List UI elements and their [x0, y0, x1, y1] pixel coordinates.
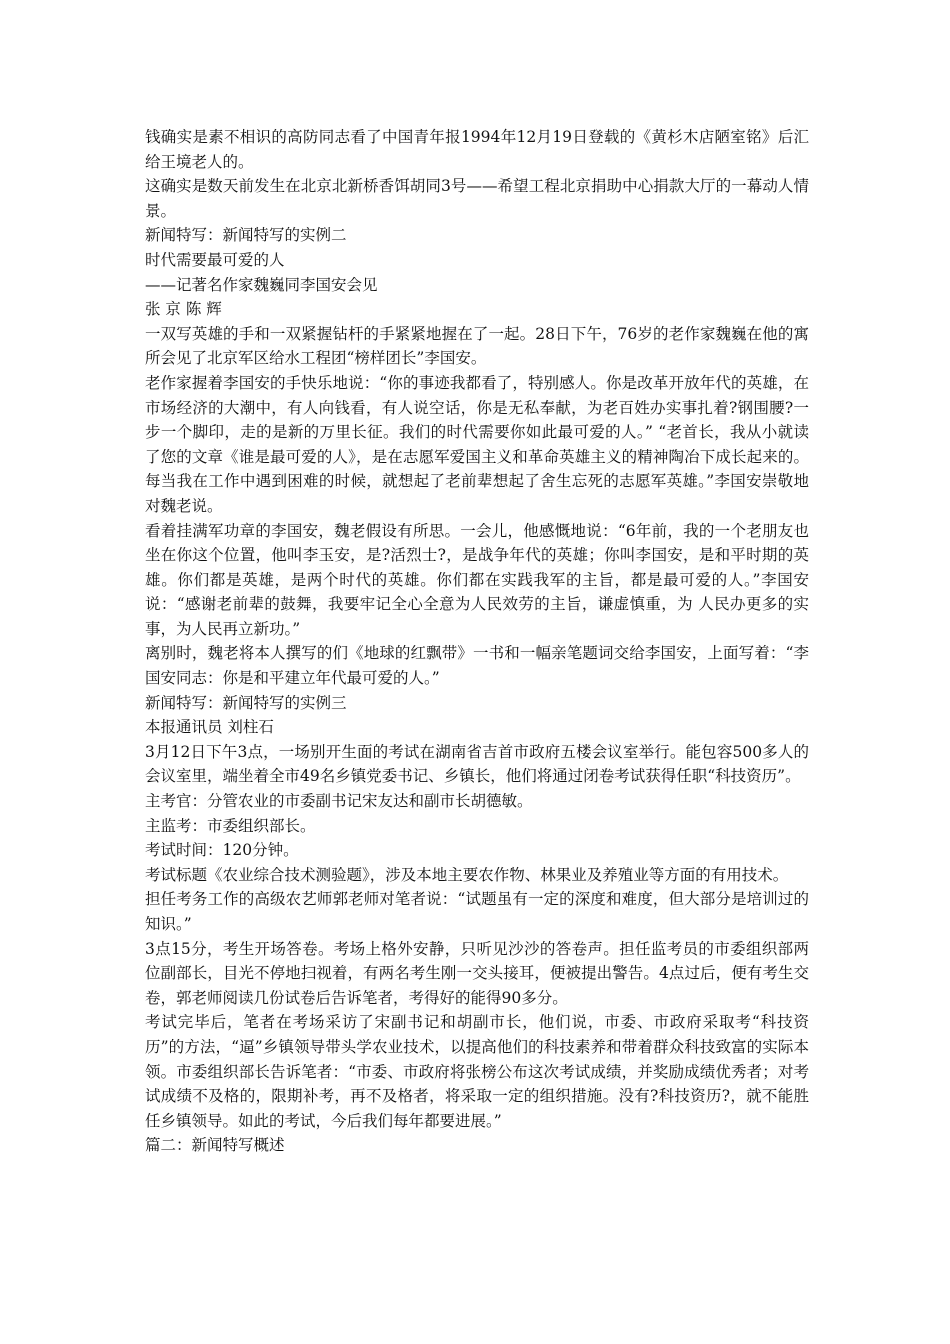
chapter-heading: 篇二：新闻特写概述	[145, 1136, 285, 1155]
paragraph-18: 担任考务工作的高级农艺师郭老师对笔者说：“试题虽有一定的深度和难度，但大部分是培训过的知识。”	[145, 890, 809, 933]
paragraph-20: 考试完毕后，笔者在考场采访了宋副书记和胡副市长，他们说，市委、市政府采取考“科技资历”的方法，“逼”乡镇领导带头学农业技术，以提高他们的科技素养和带着群众科技致富的实际本领。市委组织部长告诉笔者：“市委、市政府将张榜公布这次考试成绩，并奖励成绩优秀者；对考试成绩不及格的，限期补考，再不及格者，将采取一定的组织措施。没有?科技资历?，就不能胜任乡镇领导。如此的考试，今后我们每年都要进展。”	[145, 1013, 809, 1130]
document-body	[145, 125, 809, 1158]
section-heading-example-3: 新闻特写：新闻特写的实例三	[145, 693, 347, 712]
paragraph-9: 看着挂满军功章的李国安，魏老假设有所思。一会儿，他感慨地说：“6年前，我的一个老朋友也坐在你这个位置，他叫李玉安，是?活烈士?，是战争年代的英雄；你叫李国安，是和平时期的英雄。你们都是英雄，是两个时代的英雄。你们都在实践我军的主旨，都是最可爱的人。”李国安说：“感谢老前辈的鼓舞，我要牢记全心全意为人民效劳的主旨，谦虚慎重，为 人民办更多的实事，为人民再立新功。”	[145, 521, 809, 638]
article-title: 时代需要最可爱的人	[145, 250, 285, 269]
article-subtitle: ——记著名作家魏巍同李国安会见	[145, 275, 378, 294]
correspondent-byline: 本报通讯员 刘柱石	[145, 718, 274, 737]
paragraph-13: 3月12日下午3点，一场别开生面的考试在湖南省吉首市政府五楼会议室举行。能包容500多人的会议室里，端坐着全市49名乡镇党委书记、乡镇长，他们将通过闭卷考试获得任职“科技资历”。	[145, 742, 809, 786]
paragraph-10: 离别时，魏老将本人撰写的们《地球的红飘带》一书和一幅亲笔题词交给李国安，上面写着：“李国安同志：你是和平建立年代最可爱的人。”	[145, 644, 809, 688]
paragraph-14: 主考官：分管农业的市委副书记宋友达和副市长胡德敏。	[145, 792, 533, 811]
paragraph-16: 考试时间：120分钟。	[145, 841, 299, 860]
section-heading-example-2: 新闻特写：新闻特写的实例二	[145, 226, 347, 245]
paragraph-19: 3点15分，考生开场答卷。考场上格外安静，只听见沙沙的答卷声。担任监考员的市委组织部两位副部长，目光不停地扫视着，有两名考生刚一交头接耳，便被提出警告。4点过后，便有考生交卷，郭老师阅读几份试卷后告诉笔者，考得好的能得90多分。	[145, 939, 809, 1007]
paragraph-2: 这确实是数天前发生在北京北新桥香饵胡同3号——希望工程北京捐助中心捐款大厅的一幕动人情景。	[145, 177, 809, 220]
paragraph-15: 主监考：市委组织部长。	[145, 816, 316, 835]
paragraph-7: 一双写英雄的手和一双紧握钻杆的手紧紧地握在了一起。28日下午，76岁的老作家魏巍在他的寓所会见了北京军区给水工程团“榜样团长”李国安。	[145, 324, 809, 368]
paragraph-8: 老作家握着李国安的手快乐地说：“你的事迹我都看了，特别感人。你是改革开放年代的英雄，在市场经济的大潮中，有人向钱看，有人说空话，你是无私奉献，为老百姓办实事扎着?钢围腰?一步一个脚印，走的是新的万里长征。我们的时代需要你如此最可爱的人。” “老首长，我从小就读了您的文章《谁是最可爱的人》，是在志愿军爱国主义和革命英雄主义的精神陶冶下成长起来的。每当我在工作中遇到困难的时候，就想起了老前辈想起了舍生忘死的志愿军英雄。”李国安崇敬地对魏老说。	[145, 373, 809, 515]
article-byline: 张 京 陈 辉	[145, 300, 222, 319]
paragraph-1: 钱确实是素不相识的高防同志看了中国青年报1994年12月19日登载的《黄杉木店陋室铭》后汇给王境老人的。	[145, 128, 809, 171]
paragraph-17: 考试标题《农业综合技术测验题》，涉及本地主要农作物、林果业及养殖业等方面的有用技术。	[145, 865, 789, 884]
